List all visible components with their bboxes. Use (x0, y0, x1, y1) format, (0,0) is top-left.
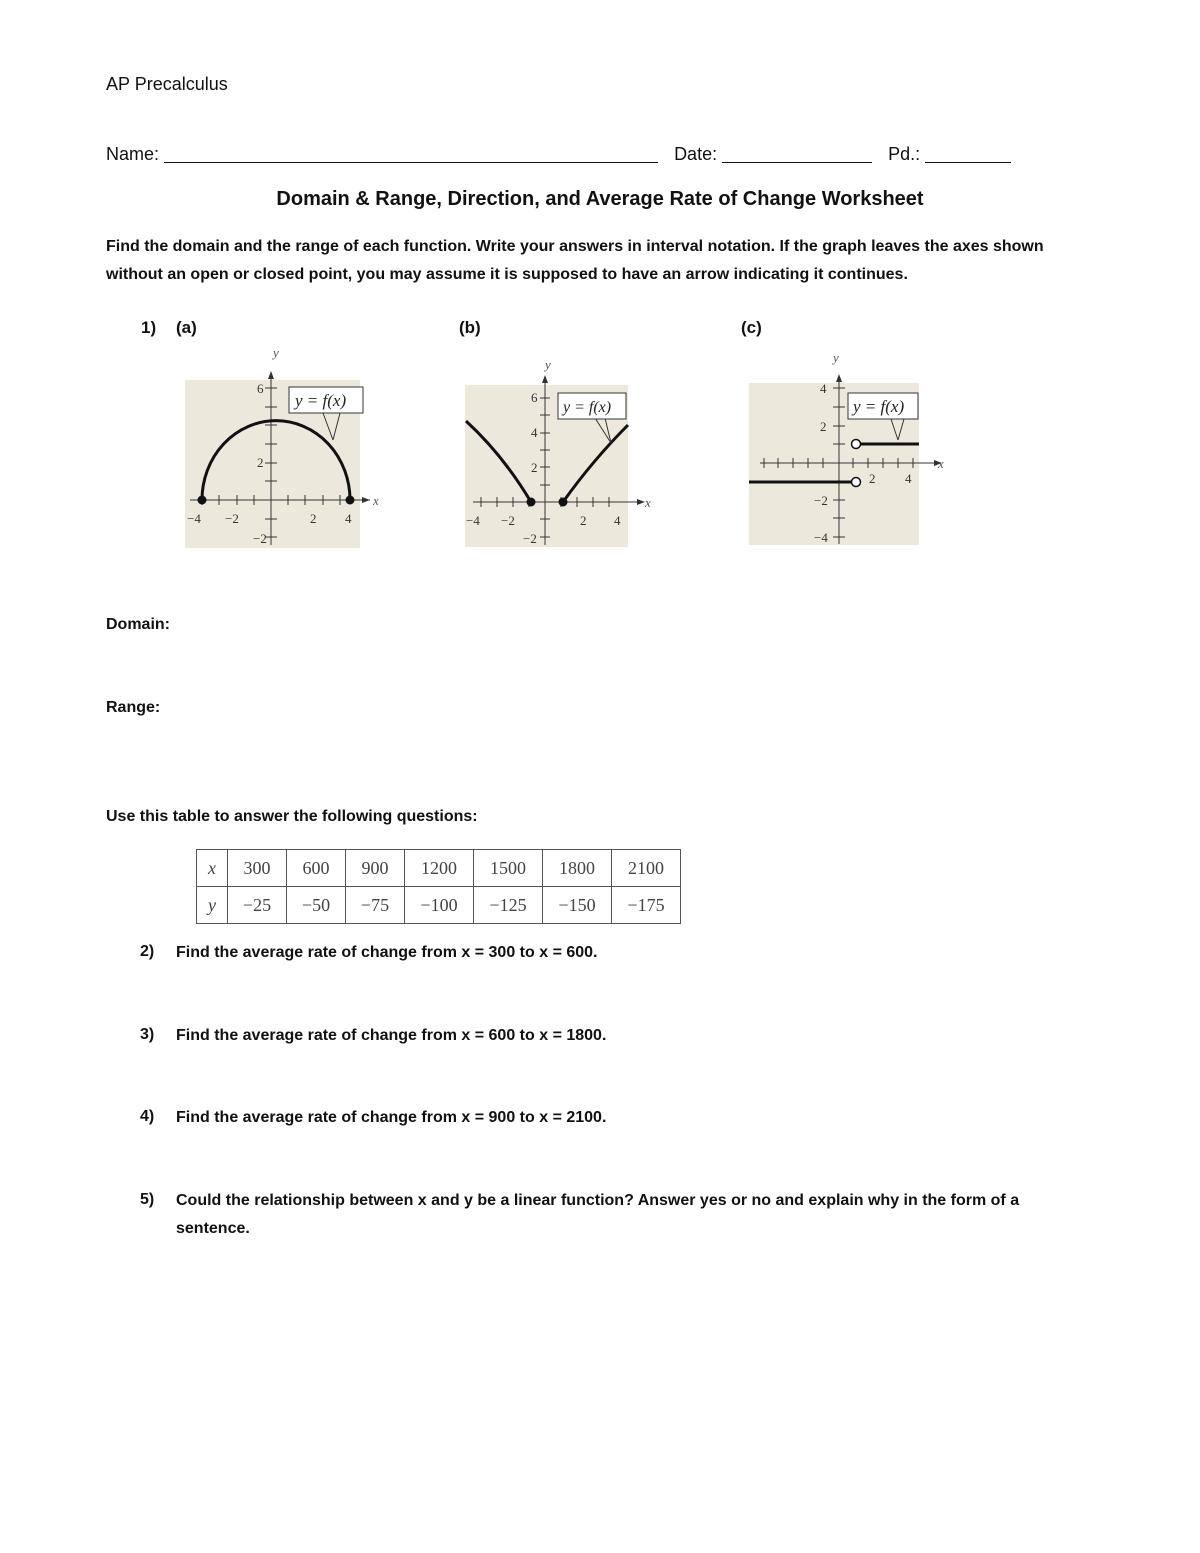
graph-c-ytick: −4 (814, 530, 828, 545)
graph-a (185, 345, 380, 550)
range-label: Range: (106, 699, 161, 716)
table-intro: Use this table to answer the following questions: (106, 808, 478, 825)
graph-c-ytick: 4 (820, 381, 827, 396)
name-label: Name: (106, 144, 160, 164)
problem-1-number: 1) (141, 318, 157, 337)
period-field[interactable] (925, 144, 1011, 163)
part-b-label: (b) (459, 318, 481, 337)
question-5-number: 5) (140, 1191, 155, 1208)
worksheet-title: Domain & Range, Direction, and Average Rate of Change Worksheet (276, 188, 924, 210)
part-c-label: (c) (741, 318, 762, 337)
table-header-y: y (197, 887, 228, 924)
graph-a-closed-point-right (346, 496, 355, 505)
graph-b-ytick: 6 (531, 390, 538, 405)
question-4-text: Find the average rate of change from x = 900 to x = 2100. (176, 1109, 607, 1126)
table-cell: 2100 (612, 850, 681, 887)
graph-c-ytick: 2 (820, 419, 827, 434)
table-row-x (197, 850, 681, 887)
graph-b-xtick: 4 (614, 513, 621, 528)
graph-b-ytick: 4 (531, 425, 538, 440)
date-field[interactable] (722, 144, 872, 163)
name-field[interactable] (164, 144, 658, 163)
graph-b-x-arrow (637, 499, 645, 505)
graph-c-ytick: −2 (814, 493, 828, 508)
graph-b-axis-y-label: y (545, 357, 551, 372)
graph-c-function-label: y = f(x) (853, 397, 905, 416)
table-cell: 1500 (474, 850, 543, 887)
graph-b-xtick: −2 (501, 513, 515, 528)
graph-a-x-arrow (362, 497, 370, 503)
table-cell: −125 (474, 887, 543, 924)
question-2-text: Find the average rate of change from x = 300 to x = 600. (176, 944, 598, 961)
graph-b-closed-point-right (559, 498, 568, 507)
graph-b-ytick: −2 (523, 531, 537, 546)
table-cell: −100 (405, 887, 474, 924)
table-cell: −175 (612, 887, 681, 924)
graph-c-axis-y-label: y (833, 350, 839, 365)
graph-b-xtick: −4 (466, 513, 480, 528)
graph-b-y-arrow (542, 375, 548, 383)
table-cell: −50 (287, 887, 346, 924)
graph-a-axis-x-label: x (373, 493, 379, 508)
table-cell: 300 (228, 850, 287, 887)
graph-b-ytick: 2 (531, 460, 538, 475)
data-table (196, 849, 681, 924)
graph-a-xtick: 4 (345, 511, 352, 526)
question-3-number: 3) (140, 1026, 155, 1043)
question-4-number: 4) (140, 1108, 155, 1125)
question-3-text: Find the average rate of change from x = 600 to x = 1800. (176, 1027, 607, 1044)
student-info-line (106, 144, 1011, 165)
table-cell: −25 (228, 887, 287, 924)
question-2-number: 2) (140, 943, 155, 960)
graph-c-y-arrow (836, 374, 842, 382)
graph-a-closed-point-left (198, 496, 207, 505)
table-cell: 600 (287, 850, 346, 887)
graph-c (748, 348, 953, 548)
graph-c-axis-x-label: x (938, 456, 944, 471)
domain-label: Domain: (106, 616, 170, 633)
part-a-label: (a) (176, 318, 197, 337)
table-cell: −150 (543, 887, 612, 924)
date-label: Date: (674, 144, 718, 164)
graph-a-ytick: −2 (253, 531, 267, 546)
table-cell: 1200 (405, 850, 474, 887)
graph-b-closed-point-left (527, 498, 536, 507)
graph-a-axis-y-label: y (273, 345, 279, 360)
course-title: AP Precalculus (106, 74, 228, 94)
graph-c-xtick: 2 (869, 471, 876, 486)
instructions: Find the domain and the range of each function. Write your answers in interval notation. If the graph leaves the axes shown without an open or closed point, you may assume it is supposed to have an arrow indicating it continues. (106, 238, 1044, 283)
graph-b-xtick: 2 (580, 513, 587, 528)
graph-a-function-label: y = f(x) (295, 391, 347, 410)
table-cell: 1800 (543, 850, 612, 887)
graph-c-open-point-lower (852, 478, 861, 487)
table-header-x: x (197, 850, 228, 887)
graph-b (463, 355, 663, 550)
period-label: Pd.: (888, 144, 921, 164)
graph-b-function-label: y = f(x) (563, 399, 612, 416)
table-cell: 900 (346, 850, 405, 887)
graph-a-ytick: 2 (257, 455, 264, 470)
graph-a-xtick: −2 (225, 511, 239, 526)
table-row-y (197, 887, 681, 924)
graph-a-ytick: 6 (257, 381, 264, 396)
graph-b-axis-x-label: x (645, 495, 651, 510)
graph-c-open-point-upper (852, 440, 861, 449)
graph-a-xtick: 2 (310, 511, 317, 526)
table-cell: −75 (346, 887, 405, 924)
graph-a-y-arrow (268, 371, 274, 379)
graph-c-xtick: 4 (905, 471, 912, 486)
question-5-text: Could the relationship between x and y be a linear function? Answer yes or no and explain why in the form of a sentence. (176, 1192, 1020, 1237)
graph-a-xtick: −4 (187, 511, 201, 526)
